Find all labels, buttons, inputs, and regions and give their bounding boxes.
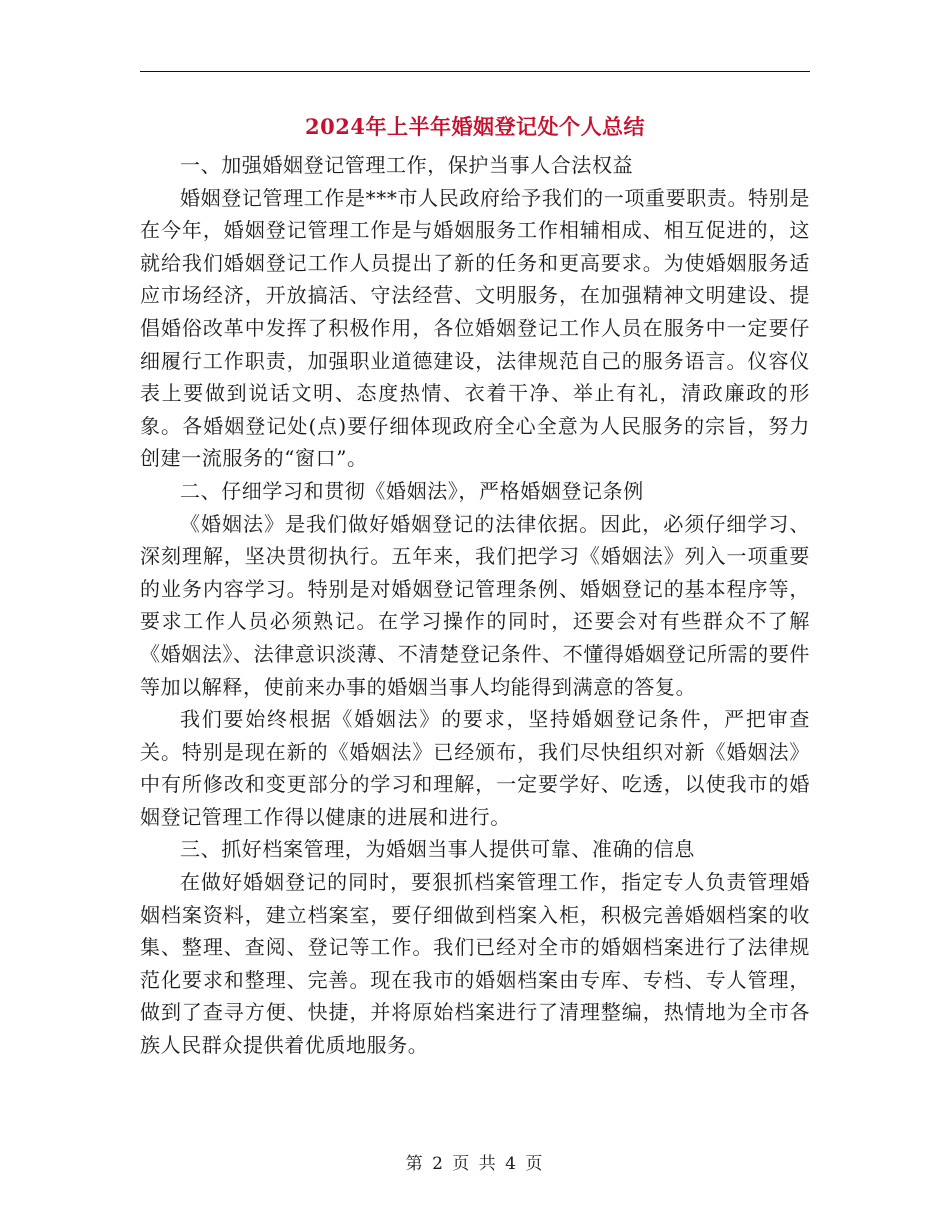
paragraph: 在做好婚姻登记的同时，要狠抓档案管理工作，指定专人负责管理婚姻档案资料，建立档案室，要仔细做到档案入柜，积极完善婚姻档案的收集、整理、查阅、登记等工作。我们已经对全市的婚姻档案进行了法律规范化要求和整理、完善。现在我市的婚姻档案由专库、专档、专人管理，做到了查寻方便、快捷，并将原始档案进行了清理整编，热情地为全市各族人民群众提供着优质地服务。 <box>140 870 810 1058</box>
section-heading: 二、仔细学习和贯彻《婚姻法》，严格婚姻登记条例 <box>180 478 644 503</box>
page-number-footer: 第 2 页 共 4 页 <box>405 1154 545 1174</box>
document-body <box>140 108 810 1062</box>
section-1 <box>140 149 810 475</box>
section-heading: 一、加强婚姻登记管理工作，保护当事人合法权益 <box>180 153 634 177</box>
document-title: 2024年上半年婚姻登记处个人总结 <box>305 114 645 139</box>
section-3 <box>140 833 810 1061</box>
paragraph: 《婚姻法》是我们做好婚姻登记的法律依据。因此，必须仔细学习、深刻理解，坚决贯彻执行。五年来，我们把学习《婚姻法》列入一项重要的业务内容学习。特别是对婚姻登记管理条例、婚姻登记的基本程序等，要求工作人员必须熟记。在学习操作的同时，还要会对有些群众不了解《婚姻法》、法律意识淡薄、不清楚登记条件、不懂得婚姻登记所需的要件等加以解释，使前来办事的婚姻当事人均能得到满意的答复。 <box>140 511 810 699</box>
section-heading: 三、抓好档案管理，为婚姻当事人提供可靠、准确的信息 <box>180 837 695 862</box>
header-rule <box>140 71 810 72</box>
section-2 <box>140 475 810 834</box>
paragraph: 婚姻登记管理工作是***市人民政府给予我们的一项重要职责。特别是在今年，婚姻登记管理工作是与婚姻服务工作相辅相成、相互促进的，这就给我们婚姻登记工作人员提出了新的任务和更高要求。为使婚姻服务适应市场经济，开放搞活、守法经营、文明服务，在加强精神文明建设、提倡婚俗改革中发挥了积极作用，各位婚姻登记工作人员在服务中一定要仔细履行工作职责，加强职业道德建设，法律规范自己的服务语言。仪容仪表上要做到说话文明、态度热情、衣着干净、举止有礼，清政廉政的形象。各婚姻登记处(点)要仔细体现政府全心全意为人民服务的宗旨，努力创建一流服务的“窗口”。 <box>140 185 810 471</box>
paragraph: 我们要始终根据《婚姻法》的要求，坚持婚姻登记条件，严把审查关。特别是现在新的《婚姻法》已经颁布，我们尽快组织对新《婚姻法》中有所修改和变更部分的学习和理解，一定要学好、吃透，以使我市的婚姻登记管理工作得以健康的进展和进行。 <box>140 707 810 829</box>
